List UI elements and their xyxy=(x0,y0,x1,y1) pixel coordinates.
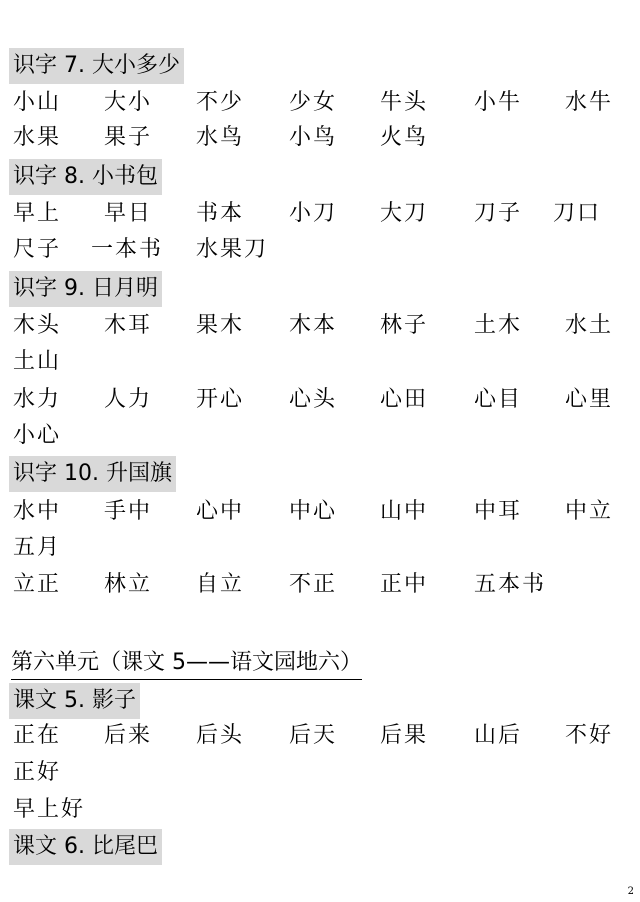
word: 水果刀 xyxy=(196,237,269,262)
word: 大小 xyxy=(104,90,153,115)
lesson-heading: 课文 5. 影子 xyxy=(9,683,140,719)
word: 土山 xyxy=(13,349,62,374)
word: 小牛 xyxy=(474,90,523,115)
page-number: 2 xyxy=(627,886,634,897)
word: 一本书 xyxy=(91,237,164,262)
word: 正在 xyxy=(13,723,62,748)
word-row xyxy=(0,85,640,121)
word-row xyxy=(0,530,640,566)
word: 果子 xyxy=(104,125,153,150)
word: 刀口 xyxy=(553,201,602,226)
word: 水中 xyxy=(13,499,62,524)
word: 中耳 xyxy=(474,499,523,524)
word: 刀子 xyxy=(474,201,523,226)
word-row xyxy=(0,792,640,828)
word: 后来 xyxy=(104,723,153,748)
word: 五月 xyxy=(13,535,62,560)
word-row xyxy=(0,494,640,530)
word: 后天 xyxy=(289,723,338,748)
word: 早上好 xyxy=(13,797,86,822)
word: 牛头 xyxy=(380,90,429,115)
word: 心头 xyxy=(289,387,338,412)
word: 尺子 xyxy=(13,237,62,262)
word: 心田 xyxy=(380,387,429,412)
word: 小刀 xyxy=(289,201,338,226)
word-row xyxy=(0,567,640,603)
word: 小心 xyxy=(13,423,62,448)
word: 小山 xyxy=(13,90,62,115)
word: 心目 xyxy=(474,387,523,412)
word: 早日 xyxy=(104,201,153,226)
word: 林子 xyxy=(380,313,429,338)
word: 水牛 xyxy=(565,90,614,115)
word: 中立 xyxy=(565,499,614,524)
unit-heading: 第六单元（课文 5——语文园地六） xyxy=(11,647,362,680)
word-row xyxy=(0,232,640,268)
word: 正中 xyxy=(380,572,429,597)
word: 水力 xyxy=(13,387,62,412)
word-row xyxy=(0,196,640,232)
word-row xyxy=(0,344,640,380)
word: 木头 xyxy=(13,313,62,338)
word-row xyxy=(0,755,640,791)
word: 不好 xyxy=(565,723,614,748)
word: 不少 xyxy=(196,90,245,115)
word: 山中 xyxy=(380,499,429,524)
word: 人力 xyxy=(104,387,153,412)
word: 小鸟 xyxy=(289,125,338,150)
word: 火鸟 xyxy=(380,125,429,150)
word: 早上 xyxy=(13,201,62,226)
lesson-heading: 识字 10. 升国旗 xyxy=(9,456,176,492)
word: 少女 xyxy=(289,90,338,115)
word: 木耳 xyxy=(104,313,153,338)
word: 木本 xyxy=(289,313,338,338)
word: 五本书 xyxy=(474,572,547,597)
word-row xyxy=(0,418,640,454)
word: 山后 xyxy=(474,723,523,748)
word: 书本 xyxy=(196,201,245,226)
word: 果木 xyxy=(196,313,245,338)
word: 大刀 xyxy=(380,201,429,226)
word: 不正 xyxy=(289,572,338,597)
word: 水土 xyxy=(565,313,614,338)
word: 正好 xyxy=(13,760,62,785)
word: 心里 xyxy=(565,387,614,412)
word: 林立 xyxy=(104,572,153,597)
lesson-heading: 识字 7. 大小多少 xyxy=(9,48,184,84)
lesson-heading: 课文 6. 比尾巴 xyxy=(9,829,162,865)
word: 心中 xyxy=(196,499,245,524)
lesson-heading: 识字 8. 小书包 xyxy=(9,159,162,195)
word: 水果 xyxy=(13,125,62,150)
word: 土木 xyxy=(474,313,523,338)
word: 中心 xyxy=(289,499,338,524)
word-row xyxy=(0,382,640,418)
word: 后果 xyxy=(380,723,429,748)
word: 水鸟 xyxy=(196,125,245,150)
lesson-heading: 识字 9. 日月明 xyxy=(9,271,162,307)
word: 立正 xyxy=(13,572,62,597)
word: 手中 xyxy=(104,499,153,524)
word: 开心 xyxy=(196,387,245,412)
word-row xyxy=(0,308,640,344)
word-row xyxy=(0,120,640,156)
word: 自立 xyxy=(196,572,245,597)
word: 后头 xyxy=(196,723,245,748)
word-row xyxy=(0,718,640,754)
